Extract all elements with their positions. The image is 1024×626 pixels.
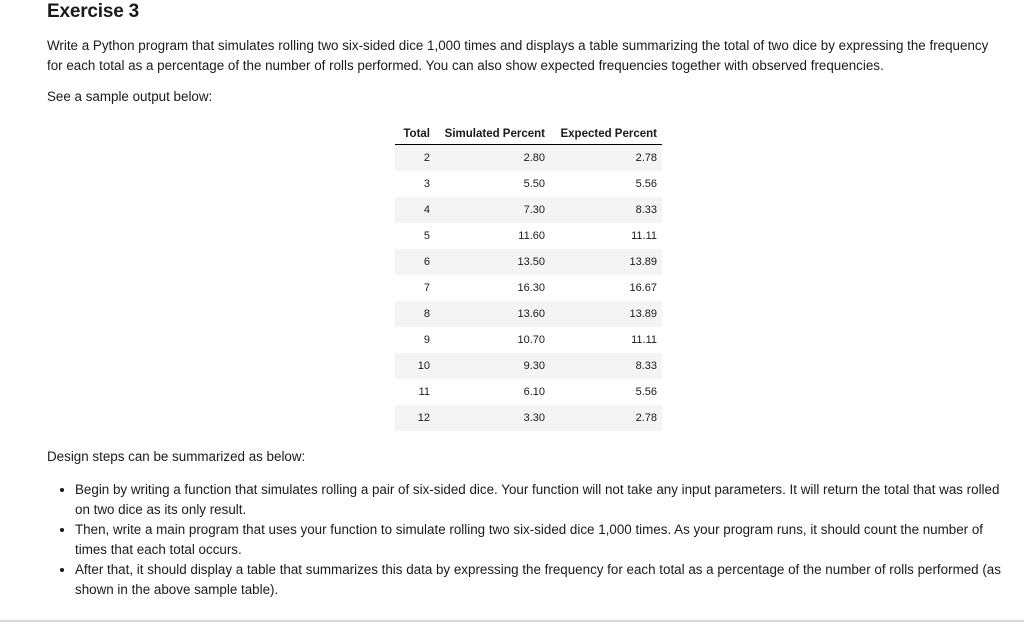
cell-simulated: 10.70	[435, 327, 550, 353]
header-total: Total	[395, 123, 435, 145]
table-row	[395, 145, 662, 172]
cell-simulated: 13.50	[435, 249, 550, 275]
cell-expected: 8.33	[550, 197, 662, 223]
cell-simulated: 9.30	[435, 353, 550, 379]
cell-expected: 2.78	[550, 145, 662, 172]
sample-output-label: See a sample output below:	[47, 89, 213, 104]
design-step: • Then, write a main program that uses your function to simulate rolling two six-sided dice 1,000 times. As your program runs, it should count the number of times that each total occurs.	[75, 520, 1015, 560]
cell-expected: 13.89	[550, 301, 662, 327]
cell-simulated: 11.60	[435, 223, 550, 249]
table-row	[395, 327, 662, 353]
cell-total: 7	[395, 275, 435, 301]
cell-total: 2	[395, 145, 435, 172]
table-row	[395, 379, 662, 405]
cell-total: 10	[395, 353, 435, 379]
header-simulated-percent: Simulated Percent	[435, 123, 550, 145]
cell-simulated: 3.30	[435, 405, 550, 431]
cell-total: 9	[395, 327, 435, 353]
cell-simulated: 5.50	[435, 171, 550, 197]
cell-total: 6	[395, 249, 435, 275]
cell-expected: 11.11	[550, 327, 662, 353]
cell-expected: 2.78	[550, 405, 662, 431]
table-row	[395, 353, 662, 379]
design-step: • After that, it should display a table that summarizes this data by expressing the frequency for each total as a percentage of the number of rolls performed (as shown in the above sample table).	[75, 560, 1015, 600]
cell-expected: 11.11	[550, 223, 662, 249]
cell-total: 12	[395, 405, 435, 431]
cell-simulated: 13.60	[435, 301, 550, 327]
cell-simulated: 2.80	[435, 145, 550, 172]
cell-total: 3	[395, 171, 435, 197]
table-row	[395, 223, 662, 249]
exercise-intro: Write a Python program that simulates rolling two six-sided dice 1,000 times and displays a table summarizing the total of two dice by expressing the frequency for each total as a percentage of the number of rolls performed. You can also show expected frequencies together with observed frequencies.	[47, 38, 989, 73]
cell-expected: 16.67	[550, 275, 662, 301]
table-row	[395, 171, 662, 197]
design-steps-label: Design steps can be summarized as below:	[47, 449, 306, 464]
exercise-title: Exercise 3	[47, 1, 140, 22]
design-step: • Begin by writing a function that simulates rolling a pair of six-sided dice. Your function will not take any input parameters. It will return the total that was rolled on two dice as its only result.	[75, 480, 1015, 520]
cell-simulated: 6.10	[435, 379, 550, 405]
cell-simulated: 16.30	[435, 275, 550, 301]
table-row	[395, 275, 662, 301]
design-steps-list	[57, 480, 1015, 600]
cell-expected: 8.33	[550, 353, 662, 379]
table-header-row	[395, 123, 662, 145]
sample-output-table	[395, 123, 662, 431]
cell-simulated: 7.30	[435, 197, 550, 223]
cell-total: 11	[395, 379, 435, 405]
cell-expected: 5.56	[550, 171, 662, 197]
header-expected-percent: Expected Percent	[550, 123, 662, 145]
table-row	[395, 249, 662, 275]
cell-expected: 13.89	[550, 249, 662, 275]
table-row	[395, 301, 662, 327]
table-row	[395, 197, 662, 223]
bottom-divider	[0, 620, 1024, 622]
cell-total: 8	[395, 301, 435, 327]
cell-total: 4	[395, 197, 435, 223]
table-row	[395, 405, 662, 431]
cell-total: 5	[395, 223, 435, 249]
cell-expected: 5.56	[550, 379, 662, 405]
